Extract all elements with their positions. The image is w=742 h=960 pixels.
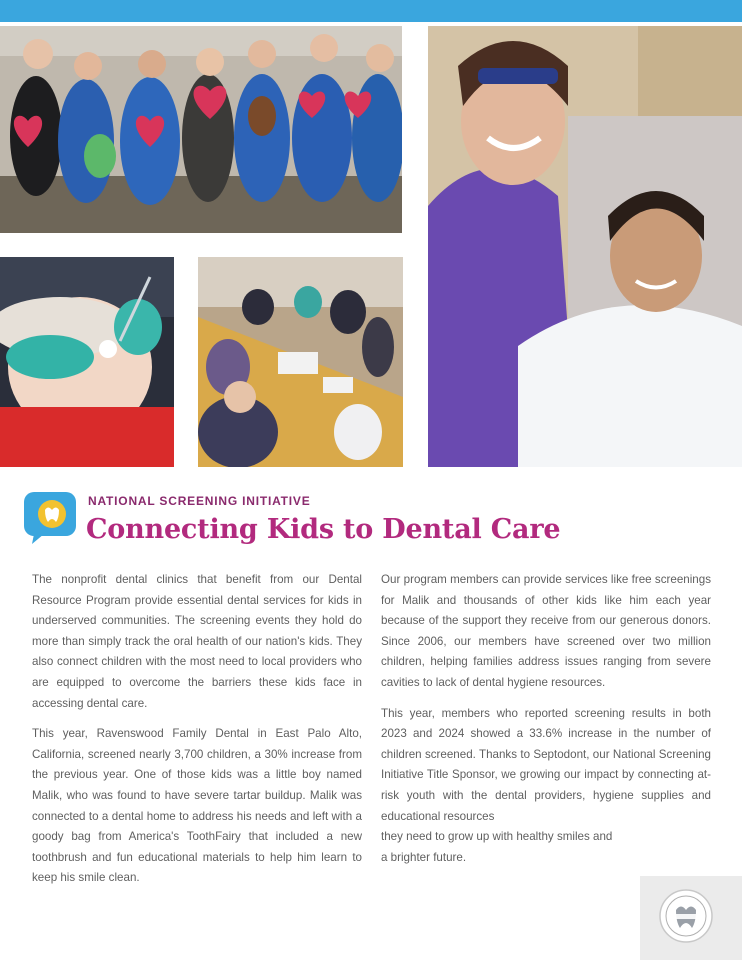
- body-paragraph: The nonprofit dental clinics that benefit from our Dental Resource Program provide essential dental services for kids in underserved communities. The screening events they hold do more than simply track the oral health of our nation's kids. They also connect children with the most need to local providers who are equipped to overcome the barriers these kids face in accessing dental care.: [32, 573, 362, 710]
- body-paragraph: Our program members can provide services like free screenings for Malik and thousands of other kids like him each year because of the support they receive from our generous donors. Since 2006, our members have screened over two million children, helping families address issues ranging from severe cavities to lack of dental hygiene resources.: [381, 573, 711, 689]
- group-volunteers-photo: [0, 26, 402, 233]
- dentist-and-child-photo: [428, 26, 742, 467]
- speech-bubble-tooth-icon: [22, 490, 78, 546]
- body-paragraph: This year, members who reported screening results in both 2023 and 2024 showed a 33.6% increase in the number of children screened. Thanks to Septodont, our National Screening Initiative Title Sponsor, we growing our impact by connecting at-risk youth with the dental providers, hygiene supplies and educational resources: [381, 706, 711, 823]
- body-paragraph: This year, Ravenswood Family Dental in East Palo Alto, California, screened nearly 3,700 children, a 30% increase from the previous year. One of those kids was a little boy named Malik, who was found to have severe tartar buildup. Malik was connected to a dental home to address his needs and left with a goody bag from America's ToothFairy that included a new toothbrush and fun educational materials to help him learn to keep his smile clean.: [32, 727, 362, 885]
- septodont-seal-icon: [658, 888, 714, 944]
- page-headline: Connecting Kids to Dental Care: [86, 514, 561, 545]
- program-logo: [22, 490, 78, 546]
- right-column: [381, 570, 711, 878]
- sponsor-badge: [658, 888, 714, 944]
- left-column: [32, 570, 362, 899]
- child-dental-exam-photo: [0, 257, 174, 467]
- top-color-bar: [0, 0, 742, 22]
- classroom-screening-photo: [198, 257, 403, 467]
- section-eyebrow: NATIONAL SCREENING INITIATIVE: [88, 494, 311, 508]
- body-paragraph: they need to grow up with healthy smiles and a brighter future.: [381, 830, 613, 864]
